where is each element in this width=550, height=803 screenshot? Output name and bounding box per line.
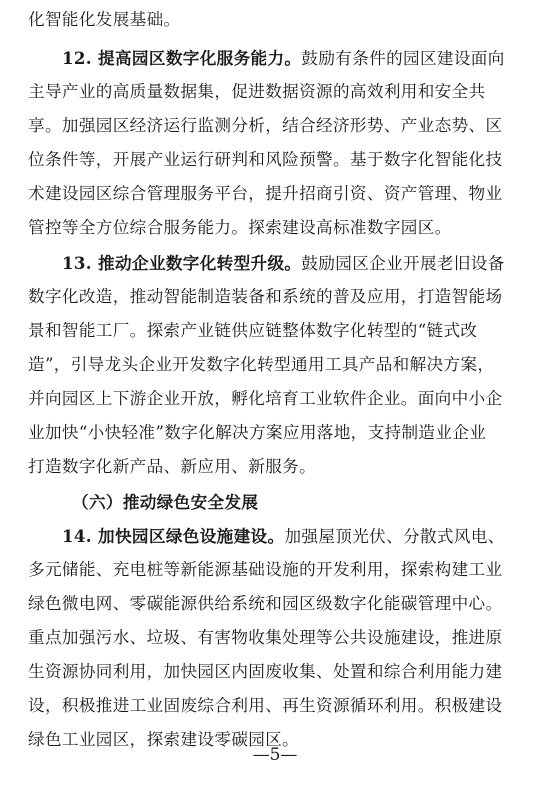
- line-text: 绿色工业园区，探索建设零碳园区。: [28, 730, 300, 749]
- section-heading: [28, 492, 550, 512]
- text-line: [28, 696, 526, 716]
- line-text: 景和智能工厂。探索产业链供应链整体数字化转型的“链式改: [28, 321, 478, 340]
- text-line: [28, 594, 526, 614]
- line-text: 位条件等，开展产业运行研判和风险预警。基于数字化智能化技: [28, 150, 503, 169]
- line-text: 加强屋顶光伏、分散式风电、: [284, 527, 505, 546]
- text-line: [28, 287, 526, 307]
- text-line: [28, 662, 526, 682]
- text-line: [28, 457, 526, 477]
- line-text: 鼓励园区企业开展老旧设备: [301, 254, 505, 273]
- item-title: 加快园区绿色设施建设。: [98, 526, 285, 546]
- line-text: 享。加强园区经济运行监测分析，结合经济形势、产业态势、区: [28, 116, 503, 135]
- item-title: 推动企业数字化转型升级。: [98, 253, 302, 273]
- text-line: [28, 10, 526, 30]
- line-text: 绿色微电网、零碳能源供给系统和园区级数字化能碳管理中心。: [28, 594, 503, 613]
- text-line: [28, 150, 526, 170]
- line-text: 重点加强污水、垃圾、有害物收集处理等公共设施建设，推进原: [28, 628, 503, 647]
- line-text: 生资源协同利用，加快园区内固废收集、处置和综合利用能力建: [28, 662, 503, 681]
- line-text: 主导产业的高质量数据集，促进数据资源的高效利用和安全共: [28, 82, 486, 101]
- line-text: 设，积极推进工业固废综合利用、再生资源循环利用。积极建设: [28, 696, 503, 715]
- item-number: 13.: [62, 253, 99, 273]
- line-text: 术建设园区综合管理服务平台，提升招商引资、资产管理、物业: [28, 184, 503, 203]
- text-line: [28, 218, 526, 238]
- line-text: 数字化改造，推动智能制造装备和系统的普及应用，打造智能场: [28, 287, 503, 306]
- item-title: 提高园区数字化服务能力。: [98, 48, 302, 68]
- section-heading-text: （六）推动绿色安全发展: [72, 492, 259, 512]
- line-text: 多元储能、充电桩等新能源基础设施的开发利用，探索构建工业: [28, 560, 503, 579]
- text-line: [28, 116, 526, 136]
- line-text: 化智能化发展基础。: [28, 10, 181, 29]
- item-number: 14.: [62, 526, 99, 546]
- text-line: [28, 82, 526, 102]
- text-line: [28, 48, 550, 68]
- text-line: [28, 184, 526, 204]
- text-line: [28, 423, 526, 443]
- item-number: 12.: [62, 48, 99, 68]
- line-text: 鼓励有条件的园区建设面向: [301, 49, 505, 68]
- text-line: [28, 628, 526, 648]
- text-line: [28, 321, 526, 341]
- text-line: [28, 389, 526, 409]
- text-line: [28, 526, 550, 546]
- page-number: —5—: [252, 745, 298, 765]
- line-text: 打造数字化新产品、新应用、新服务。: [28, 457, 317, 476]
- line-text: 业加快“小快轻准”数字化解决方案应用落地，支持制造业企业: [28, 423, 487, 442]
- line-text: 管控等全方位综合服务能力。探索建设高标准数字园区。: [28, 218, 452, 237]
- line-text: 并向园区上下游企业开放，孵化培育工业软件企业。面向中小企: [28, 389, 503, 408]
- line-text: 造”，引导龙头企业开发数字化转型通用工具产品和解决方案，: [28, 355, 495, 374]
- text-line: [28, 560, 526, 580]
- text-line: [28, 253, 550, 273]
- text-line: [28, 355, 526, 375]
